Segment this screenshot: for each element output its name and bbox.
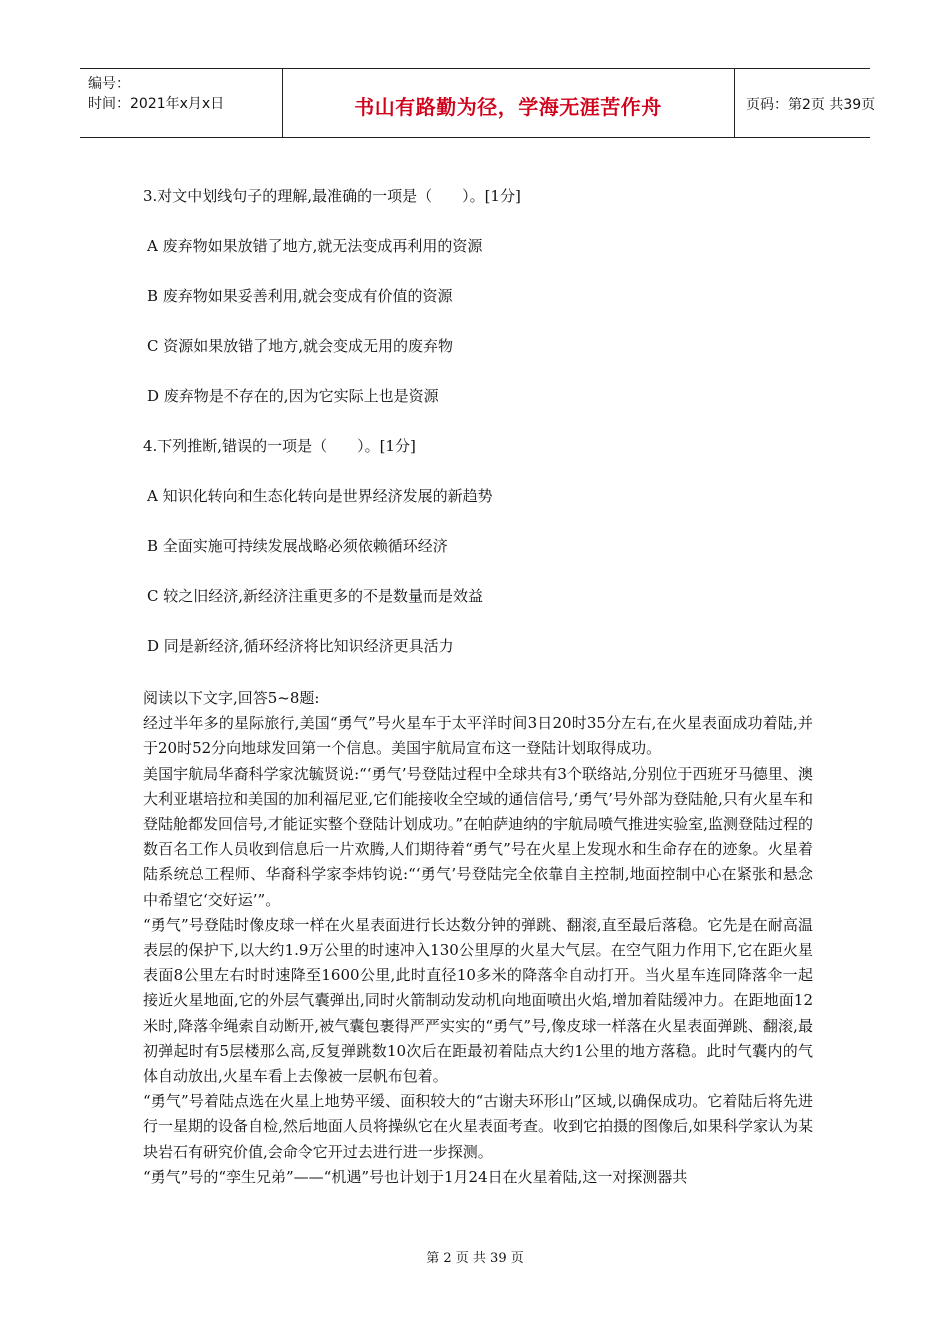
question-4-option-b: B 全面实施可持续发展战略必须依赖循环经济 (147, 537, 448, 555)
header-motto: 书山有路勤为径，学海无涯苦作舟 (354, 95, 662, 119)
question-3-stem: 3.对文中划线句子的理解,最准确的一项是（ ）。[1分] (143, 187, 521, 205)
header-page-cell (734, 69, 876, 137)
passage-paragraph-3: “勇气”号登陆时像皮球一样在火星表面进行长达数分钟的弹跳、翻滚,直至最后落稳。它先是在耐高温表层的保护下,以大约1.9万公里的时速冲入130公里厚的火星大气层。在空气阻力作用下,它在距火星表面8公里左右时时速降至1600公里,此时直径10多米的降落伞自动打开。当火星车连同降落伞一起接近火星地面,它的外层气囊弹出,同时火箭制动发动机向地面喷出火焰,增加着陆缓冲力。在距地面12米时,降落伞绳索自动断开,被气囊包裹得严严实实的“勇气”号,像皮球一样落在火星表面弹跳、翻滚,最初弹起时有5层楼那么高,反复弹跳数10次后在距最初着陆点大约1公里的地方落稳。此时气囊内的气体自动放出,火星车看上去像被一层帆布包着。 (143, 915, 813, 1086)
question-3-option-a: A 废弃物如果放错了地方,就无法变成再利用的资源 (147, 237, 483, 255)
question-4-option-d: D 同是新经济,循环经济将比知识经济更具活力 (147, 637, 454, 655)
question-3-option-d: D 废弃物是不存在的,因为它实际上也是资源 (147, 387, 439, 405)
header-info-cell (80, 69, 283, 137)
question-3-option-c: C 资源如果放错了地方,就会变成无用的废弃物 (147, 337, 454, 355)
passage-paragraph-4: “勇气”号着陆点选在火星上地势平缓、面积较大的“古谢夫环形山”区域,以确保成功。它着陆后将先进行一星期的设备自检,然后地面人员将操纵它在火星表面考查。收到它拍摄的图像后,如果科学家认为某块岩石有研究价值,会命令它开过去进行进一步探测。 (143, 1092, 813, 1161)
header-motto-cell (282, 69, 735, 137)
passage-paragraph-1: 经过半年多的星际旅行,美国“勇气”号火星车于太平洋时间3日20时35分左右,在火星表面成功着陆,并于20时52分向地球发回第一个信息。美国宇航局宣布这一登陆计划取得成功。 (143, 714, 813, 758)
question-4-stem: 4.下列推断,错误的一项是（ ）。[1分] (143, 437, 416, 455)
passage-intro: 阅读以下文字,回答5~8题: (143, 689, 320, 707)
document-number-label: 编号： (88, 76, 130, 92)
question-4-option-c: C 较之旧经济,新经济注重更多的不是数量而是效益 (147, 587, 484, 605)
question-4-option-a: A 知识化转向和生态化转向是世界经济发展的新趋势 (147, 487, 493, 505)
document-date-label: 时间：2021年x月x日 (88, 96, 225, 112)
reading-passage (143, 686, 813, 1190)
passage-paragraph-2: 美国宇航局华裔科学家沈毓贤说:“‘勇气’号登陆过程中全球共有3个联络站,分别位于西班牙马德里、澳大利亚堪培拉和美国的加利福尼亚,它们能接收全空域的通信信号,‘勇气’号外部为登陆舱,只有火星车和登陆舱都发回信号,才能证实整个登陆计划成功。”在帕萨迪纳的宇航局喷气推进实验室,监测登陆过程的数百名工作人员收到信息后一片欢腾,人们期待着“勇气”号在火星上发现水和生命存在的迹象。火星着陆系统总工程师、华裔科学家李炜钧说:“‘勇气’号登陆完全依靠自主控制,地面控制中心在紧张和悬念中希望它‘交好运’”。 (143, 764, 813, 909)
page-header (80, 68, 876, 138)
header-page-number: 页码：第2页 共39页 (746, 97, 876, 113)
passage-paragraph-5: “勇气”号的“孪生兄弟”——“机遇”号也计划于1月24日在火星着陆,这一对探测器共 (143, 1167, 688, 1186)
page-footer: 第 2 页 共 39 页 (426, 1251, 524, 1266)
question-3-option-b: B 废弃物如果妥善利用,就会变成有价值的资源 (147, 287, 453, 305)
